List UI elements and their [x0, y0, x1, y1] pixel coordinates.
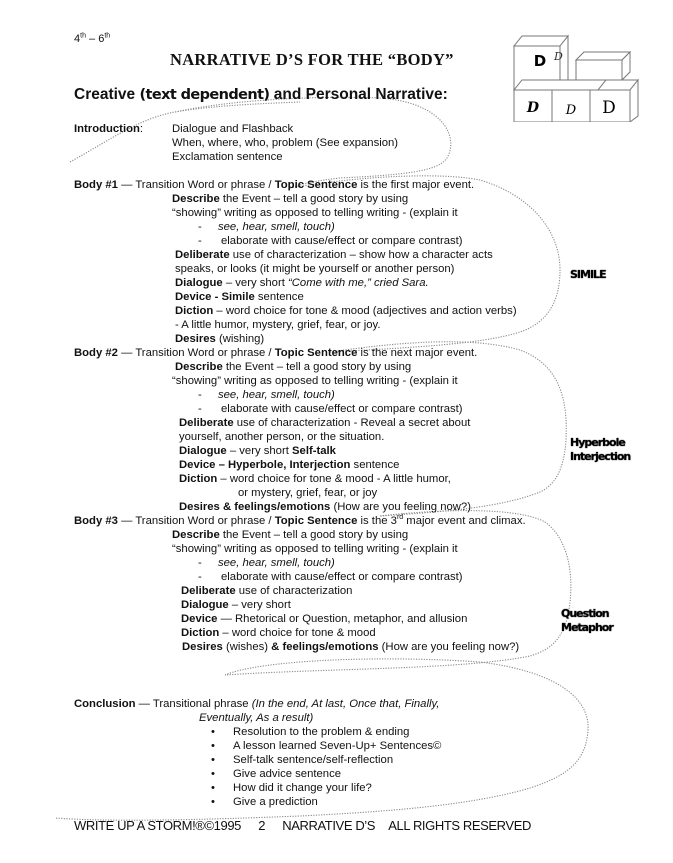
body2-dialogue	[179, 444, 336, 458]
body1-dash: -	[198, 235, 202, 247]
body1-deliberate	[175, 248, 493, 262]
body3-event-2: major event and climax.	[403, 515, 526, 527]
intro-label-text: Introduction	[74, 123, 140, 135]
body3-label: Body #3	[74, 515, 118, 527]
body3-diction	[181, 626, 376, 640]
body1-topic: Topic Sentence	[274, 179, 358, 191]
footer-doc-title: NARRATIVE D’S	[282, 818, 376, 833]
body1-diction	[175, 304, 517, 318]
intro-line: When, where, who, problem (See expansion)	[172, 137, 399, 149]
intro-colon: :	[139, 123, 144, 135]
body3-showing: “showing” writing as opposed to telling writing - (explain it	[172, 543, 458, 555]
diction-text: – word choice for tone & mood	[219, 627, 376, 639]
side-label-interjection: Interjection	[570, 450, 631, 463]
desires-keyword: Desires	[182, 641, 223, 653]
body3-device	[181, 612, 467, 626]
body2-desires	[179, 500, 471, 514]
body2-transition: Transition Word or phrase /	[135, 347, 275, 359]
body3-dash: -	[198, 557, 202, 569]
body2-elaborate: elaborate with cause/effect or compare contrast)	[221, 403, 463, 415]
desires-text: (wishing)	[215, 333, 265, 345]
grade-from: 4	[74, 33, 81, 45]
dialogue-text: – very short	[228, 599, 291, 611]
footer-rights: ALL RIGHTS RESERVED	[388, 818, 531, 833]
body3-ordinal: rd	[396, 514, 404, 522]
page-footer	[74, 818, 531, 833]
diction-keyword: Diction	[175, 305, 214, 317]
dash: —	[135, 698, 153, 710]
body1-transition: Transition Word or phrase /	[135, 179, 275, 191]
dash: —	[117, 347, 136, 359]
grade-to-sup: th	[104, 32, 111, 40]
conclusion-label: Conclusion	[74, 698, 136, 710]
subtitle-part-3: and Personal Narrative:	[269, 86, 448, 103]
top-cube-top	[514, 36, 568, 46]
grade-to: 6	[98, 33, 105, 45]
side-label-question: Question	[561, 607, 609, 620]
diction-keyword: Diction	[181, 627, 220, 639]
body2-senses	[218, 388, 335, 402]
device-keyword: Device – Hyperbole, Interjection	[179, 459, 351, 471]
body1-event: is the first major event.	[357, 179, 475, 191]
diction-text: – word choice for tone & mood - A little humor,	[217, 473, 451, 485]
device-keyword: Device - Simile	[175, 291, 255, 303]
deliberate-text: use of characterization - Reveal a secret about	[233, 417, 471, 429]
body1-dialogue	[175, 276, 429, 290]
conclusion-bullet: • Self-talk sentence/self-reflection	[233, 753, 393, 767]
deliberate-keyword: Deliberate	[179, 417, 234, 429]
device-text: sentence	[350, 459, 400, 471]
conclusion-bullet: • How did it change your life?	[233, 781, 372, 795]
deliberate-keyword: Deliberate	[181, 585, 236, 597]
body2-device	[179, 458, 399, 472]
body3-elaborate: elaborate with cause/effect or compare contrast)	[221, 571, 463, 583]
conclusion-examples-2	[199, 711, 313, 725]
body2-heading	[74, 346, 477, 360]
dialogue-keyword: Dialogue	[181, 599, 229, 611]
body2-label: Body #2	[74, 347, 118, 359]
senses-text: see, hear, smell, touch)	[218, 221, 335, 233]
describe-text: the Event – tell a good story by using	[222, 361, 412, 373]
body1-senses	[218, 220, 335, 234]
diction-keyword: Diction	[179, 473, 218, 485]
body3-senses	[218, 556, 335, 570]
grade-from-sup: th	[80, 32, 86, 40]
body2-diction	[179, 472, 451, 486]
describe-text: the Event – tell a good story by using	[219, 529, 409, 541]
desires-keyword: Desires	[175, 333, 216, 345]
body1-elaborate: elaborate with cause/effect or compare contrast)	[221, 235, 463, 247]
dash: —	[117, 179, 136, 191]
body3-deliberate	[181, 584, 352, 598]
deliberate-keyword: Deliberate	[175, 249, 230, 261]
body3-dialogue	[181, 598, 291, 612]
subtitle-part-2: (text dependent)	[139, 87, 270, 103]
conclusion-examples: (In the end, At last, Once that, Finally,	[251, 698, 440, 710]
conclusion-heading	[74, 697, 439, 711]
body3-heading	[74, 514, 526, 528]
describe-keyword: Describe	[172, 529, 220, 541]
body3-describe	[172, 528, 408, 542]
grade-separator: –	[85, 33, 99, 45]
body1-diction-2: - A little humor, mystery, grief, fear, or joy.	[175, 319, 381, 331]
dialogue-text: – very short	[226, 445, 292, 457]
page-number: 2	[258, 818, 266, 833]
conclusion-transition: Transitional phrase	[152, 698, 252, 710]
dialogue-selftalk: Self-talk	[292, 445, 336, 457]
intro-label	[74, 122, 143, 136]
describe-keyword: Describe	[172, 193, 220, 205]
body2-event: is the next major event.	[357, 347, 478, 359]
grade-range	[74, 33, 110, 45]
desires-keyword: Desires & feelings/emotions	[179, 501, 331, 513]
body3-dash: -	[198, 571, 202, 583]
desires-text: (How are you feeling now?)	[330, 501, 471, 513]
describe-keyword: Describe	[175, 361, 223, 373]
conclusion-bullet: • A lesson learned Seven-Up+ Sentences©	[233, 739, 441, 753]
body1-showing: “showing” writing as opposed to telling writing - (explain it	[172, 207, 458, 219]
subtitle-part-1: Creative	[74, 86, 140, 103]
desires-feelings: & feelings/emotions	[271, 641, 379, 653]
body3-desires	[182, 640, 519, 654]
dialogue-keyword: Dialogue	[175, 277, 223, 289]
logo-letter-bold: D	[533, 52, 547, 70]
body2-showing: “showing” writing as opposed to telling writing - (explain it	[172, 375, 458, 387]
body2-diction-2: or mystery, grief, fear, or joy	[238, 487, 378, 499]
logo-letter-bottom-2: D	[565, 103, 577, 118]
conclusion-bullet: • Give advice sentence	[233, 767, 341, 781]
device-keyword: Device	[181, 613, 218, 625]
side-label-metaphor: Metaphor	[561, 621, 613, 634]
body2-dash: -	[198, 389, 202, 401]
body1-desires	[175, 332, 264, 346]
body1-describe	[172, 192, 408, 206]
conclusion-bullet: • Resolution to the problem & ending	[233, 725, 409, 739]
desires-question: (How are you feeling now?)	[378, 641, 520, 653]
conclusion-bullet: • Give a prediction	[233, 795, 318, 809]
page-subtitle	[74, 86, 448, 104]
side-label-simile: SIMILE	[570, 268, 606, 281]
senses-text: see, hear, smell, touch)	[218, 389, 335, 401]
body1-heading	[74, 178, 474, 192]
body1-label: Body #1	[74, 179, 118, 191]
body2-describe	[175, 360, 411, 374]
dialogue-text: – very short	[222, 277, 288, 289]
body1-deliberate-2: speaks, or looks (it might be yourself or another person)	[175, 263, 455, 275]
intro-line: Dialogue and Flashback	[172, 123, 294, 135]
describe-text: the Event – tell a good story by using	[219, 193, 409, 205]
body1-device	[175, 290, 304, 304]
logo-letter-bottom-3: D	[602, 98, 616, 118]
device-text: — Rhetorical or Question, metaphor, and allusion	[217, 613, 468, 625]
dash: —	[117, 515, 136, 527]
senses-text: see, hear, smell, touch)	[218, 557, 335, 569]
body3-transition: Transition Word or phrase /	[135, 515, 275, 527]
logo-letter-small: D	[554, 50, 563, 63]
dialogue-example: “Come with me,” cried Sara.	[288, 277, 429, 289]
body2-deliberate-2: yourself, another person, or the situation.	[179, 431, 385, 443]
body2-dash: -	[198, 403, 202, 415]
body2-topic: Topic Sentence	[274, 347, 358, 359]
body3-topic: Topic Sentence	[274, 515, 358, 527]
logo-letter-bottom-1: D	[526, 100, 540, 116]
dialogue-keyword: Dialogue	[179, 445, 227, 457]
conclusion-examples-2-text: Eventually, As a result)	[199, 712, 314, 724]
desires-text: (wishes)	[222, 641, 272, 653]
body2-deliberate	[179, 416, 470, 430]
body3-event: is the 3	[357, 515, 397, 527]
body1-dash: -	[198, 221, 202, 233]
footer-brand: WRITE UP A STORM!®©1995	[74, 818, 241, 833]
deliberate-text: use of characterization	[235, 585, 353, 597]
intro-line: Exclamation sentence	[172, 151, 283, 163]
dice-blocks-logo	[512, 34, 642, 122]
page-title: NARRATIVE D’S FOR THE “BODY”	[170, 50, 454, 69]
side-label-hyperbole: Hyperbole	[570, 436, 625, 449]
deliberate-text: use of characterization – show how a character acts	[229, 249, 493, 261]
diction-text: – word choice for tone & mood (adjectives and action verbs)	[213, 305, 517, 317]
device-text: sentence	[254, 291, 304, 303]
